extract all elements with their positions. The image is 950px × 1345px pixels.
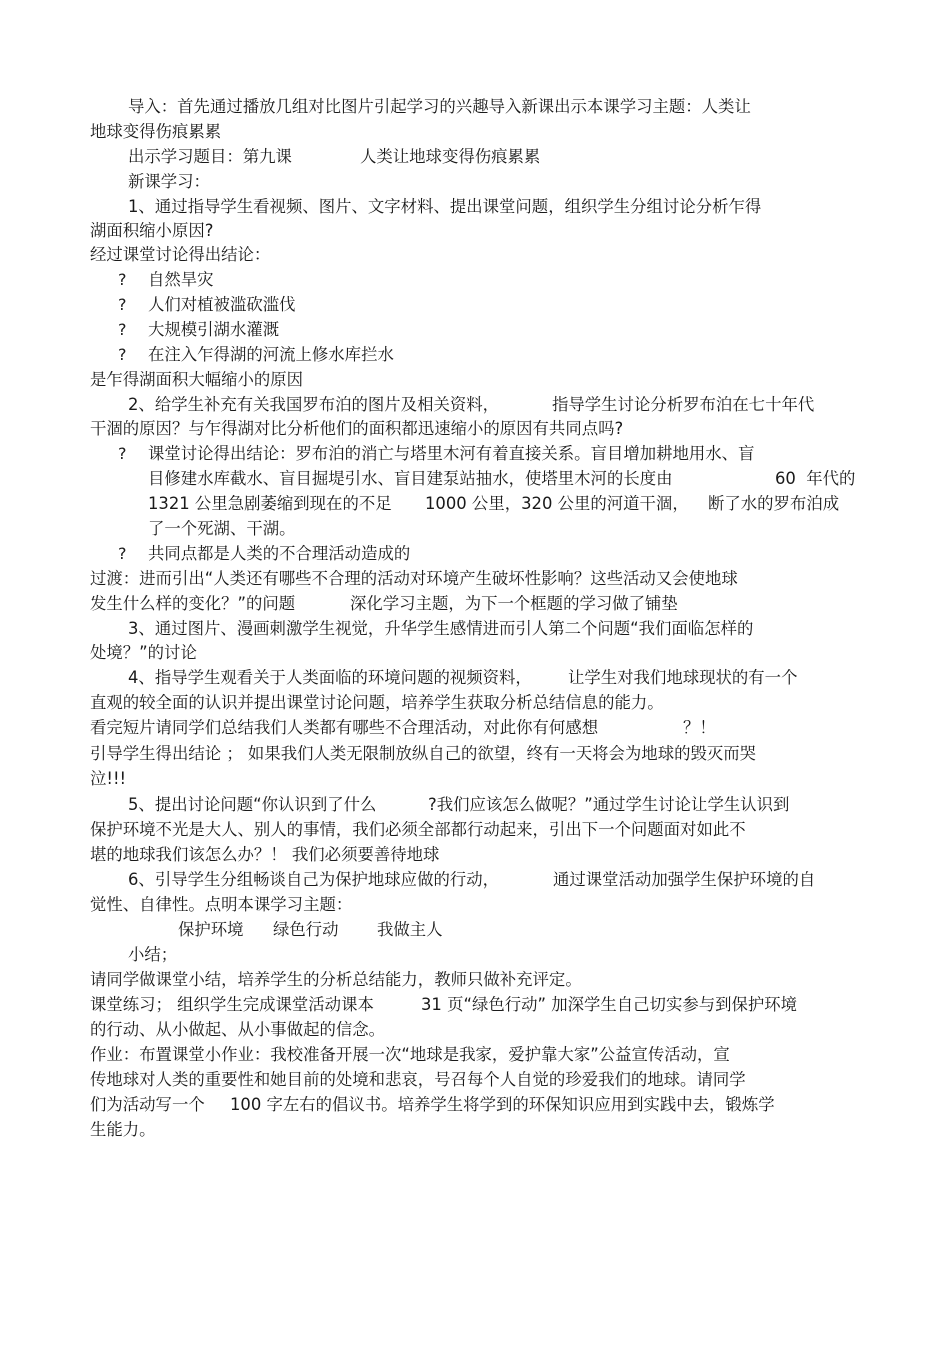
summary-text: 请同学做课堂小结，培养学生的分析总结能力，教师只做补充评定。 bbox=[90, 970, 582, 989]
step2-point: 断了水的罗布泊成 bbox=[708, 494, 840, 513]
step5-line: 堪的地球我们该怎么办？！ 我们必须要善待地球 bbox=[90, 845, 440, 864]
homework-line: 们为活动写一个 bbox=[90, 1095, 205, 1114]
step1-conclusion-intro: 经过课堂讨论得出结论： bbox=[90, 245, 271, 264]
homework-line: 100 字左右的倡议书。培养学生将学到的环保知识应用到实践中去，锻炼学 bbox=[230, 1095, 775, 1114]
step5-line: ?我们应该怎么做呢？”通过学生讨论让学生认识到 bbox=[428, 795, 790, 814]
step2-line: 2、给学生补充有关我国罗布泊的图片及相关资料， bbox=[128, 395, 500, 414]
homework-line: 作业：布置课堂小作业：我校准备开展一次“地球是我家，爱护靠大家”公益宣传活动，宣 bbox=[90, 1045, 730, 1064]
step1-line: 湖面积缩小原因? bbox=[90, 221, 214, 240]
step1-summary: 是乍得湖面积大幅缩小的原因 bbox=[90, 370, 304, 389]
step4-line: 看完短片请同学们总结我们人类都有哪些不合理活动，对此你有何感想 bbox=[90, 718, 599, 737]
list-item: 人们对植被滥砍滥伐 bbox=[148, 295, 296, 314]
practice-line: 31 页“绿色行动” 加深学生自己切实参与到保护环境 bbox=[421, 995, 798, 1014]
step3-line: 处境？”的讨论 bbox=[90, 643, 197, 662]
step2-point: 1321 公里急剧萎缩到现在的不足 bbox=[148, 494, 392, 513]
step3-line: 3、通过图片、漫画刺激学生视觉，升华学生感情进而引人第二个问题“我们面临怎样的 bbox=[128, 619, 754, 638]
list-item: 大规模引湖水灌溉 bbox=[148, 320, 280, 339]
transition-line: 过渡：进而引出“人类还有哪些不合理的活动对环境产生破坏性影响？这些活动又会使地球 bbox=[90, 569, 738, 588]
list-item: 自然旱灾 bbox=[148, 270, 214, 289]
step5-line: 5、提出讨论问题“你认识到了什么 bbox=[128, 795, 377, 814]
summary-label: 小结； bbox=[128, 945, 178, 964]
step2-point: 目修建水库截水、盲目掘堤引水、盲目建泵站抽水，使塔里木河的长度由 bbox=[148, 469, 673, 488]
list-item: 在注入乍得湖的河流上修水库拦水 bbox=[148, 345, 394, 364]
step2-point: 了一个死湖、干湖。 bbox=[148, 519, 296, 538]
practice-line: 课堂练习； 组织学生完成课堂活动课本 bbox=[90, 995, 374, 1014]
step4-line: 让学生对我们地球现状的有一个 bbox=[568, 668, 798, 687]
new-lesson-heading: 新课学习： bbox=[128, 172, 210, 191]
transition-line: 深化学习主题，为下一个框题的学习做了铺垫 bbox=[350, 594, 678, 613]
bullet-mark: ? bbox=[118, 444, 127, 463]
step4-line: ？！ bbox=[683, 718, 716, 737]
step6-line: 通过课堂活动加强学生保护环境的自 bbox=[553, 870, 816, 889]
intro-line: 导入：首先通过播放几组对比图片引起学习的兴趣导入新课出示本课学习主题：人类让 bbox=[128, 97, 751, 116]
step2-point: 共同点都是人类的不合理活动造成的 bbox=[148, 544, 411, 563]
bullet-mark: ? bbox=[118, 270, 127, 289]
bullet-mark: ? bbox=[118, 320, 127, 339]
bullet-mark: ? bbox=[118, 544, 127, 563]
step2-point: 1000 公里，320 公里的河道干涸， bbox=[425, 494, 689, 513]
intro-line: 地球变得伤痕累累 bbox=[90, 122, 222, 141]
theme-item: 我做主人 bbox=[377, 920, 443, 939]
bullet-mark: ? bbox=[118, 345, 127, 364]
homework-line: 生能力。 bbox=[90, 1120, 156, 1139]
theme-item: 保护环境 bbox=[178, 920, 244, 939]
step2-line: 干涸的原因？与乍得湖对比分析他们的面积都迅速缩小的原因有共同点吗? bbox=[90, 419, 624, 438]
topic-title: 人类让地球变得伤痕累累 bbox=[360, 147, 541, 166]
theme-item: 绿色行动 bbox=[273, 920, 339, 939]
topic-label: 出示学习题目：第九课 bbox=[128, 147, 292, 166]
step5-line: 保护环境不光是大人、别人的事情，我们必须全部都行动起来，引出下一个问题面对如此不 bbox=[90, 820, 746, 839]
step6-line: 觉性、自律性。点明本课学习主题： bbox=[90, 895, 353, 914]
step6-line: 6、引导学生分组畅谈自己为保护地球应做的行动， bbox=[128, 870, 500, 889]
step2-point: 60 年代的 bbox=[775, 469, 856, 488]
homework-line: 传地球对人类的重要性和她目前的处境和悲哀，号召每个人自觉的珍爱我们的地球。请同学 bbox=[90, 1070, 746, 1089]
step2-point: 课堂讨论得出结论：罗布泊的消亡与塔里木河有着直接关系。盲目增加耕地用水、盲 bbox=[148, 444, 755, 463]
practice-line: 的行动、从小做起、从小事做起的信念。 bbox=[90, 1020, 386, 1039]
step4-line: 直观的较全面的认识并提出课堂讨论问题，培养学生获取分析总结信息的能力。 bbox=[90, 693, 664, 712]
bullet-mark: ? bbox=[118, 295, 127, 314]
step2-line: 指导学生讨论分析罗布泊在七十年代 bbox=[552, 395, 815, 414]
step4-line: 泣!!! bbox=[90, 769, 127, 788]
transition-line: 发生什么样的变化？”的问题 bbox=[90, 594, 296, 613]
step4-line: 引导学生得出结论 ； 如果我们人类无限制放纵自己的欲望，终有一天将会为地球的毁灭而哭 bbox=[90, 744, 757, 763]
step4-line: 4、指导学生观看关于人类面临的环境问题的视频资料， bbox=[128, 668, 532, 687]
step1-line: 1、通过指导学生看视频、图片、文字材料、提出课堂问题，组织学生分组讨论分析乍得 bbox=[128, 197, 762, 216]
